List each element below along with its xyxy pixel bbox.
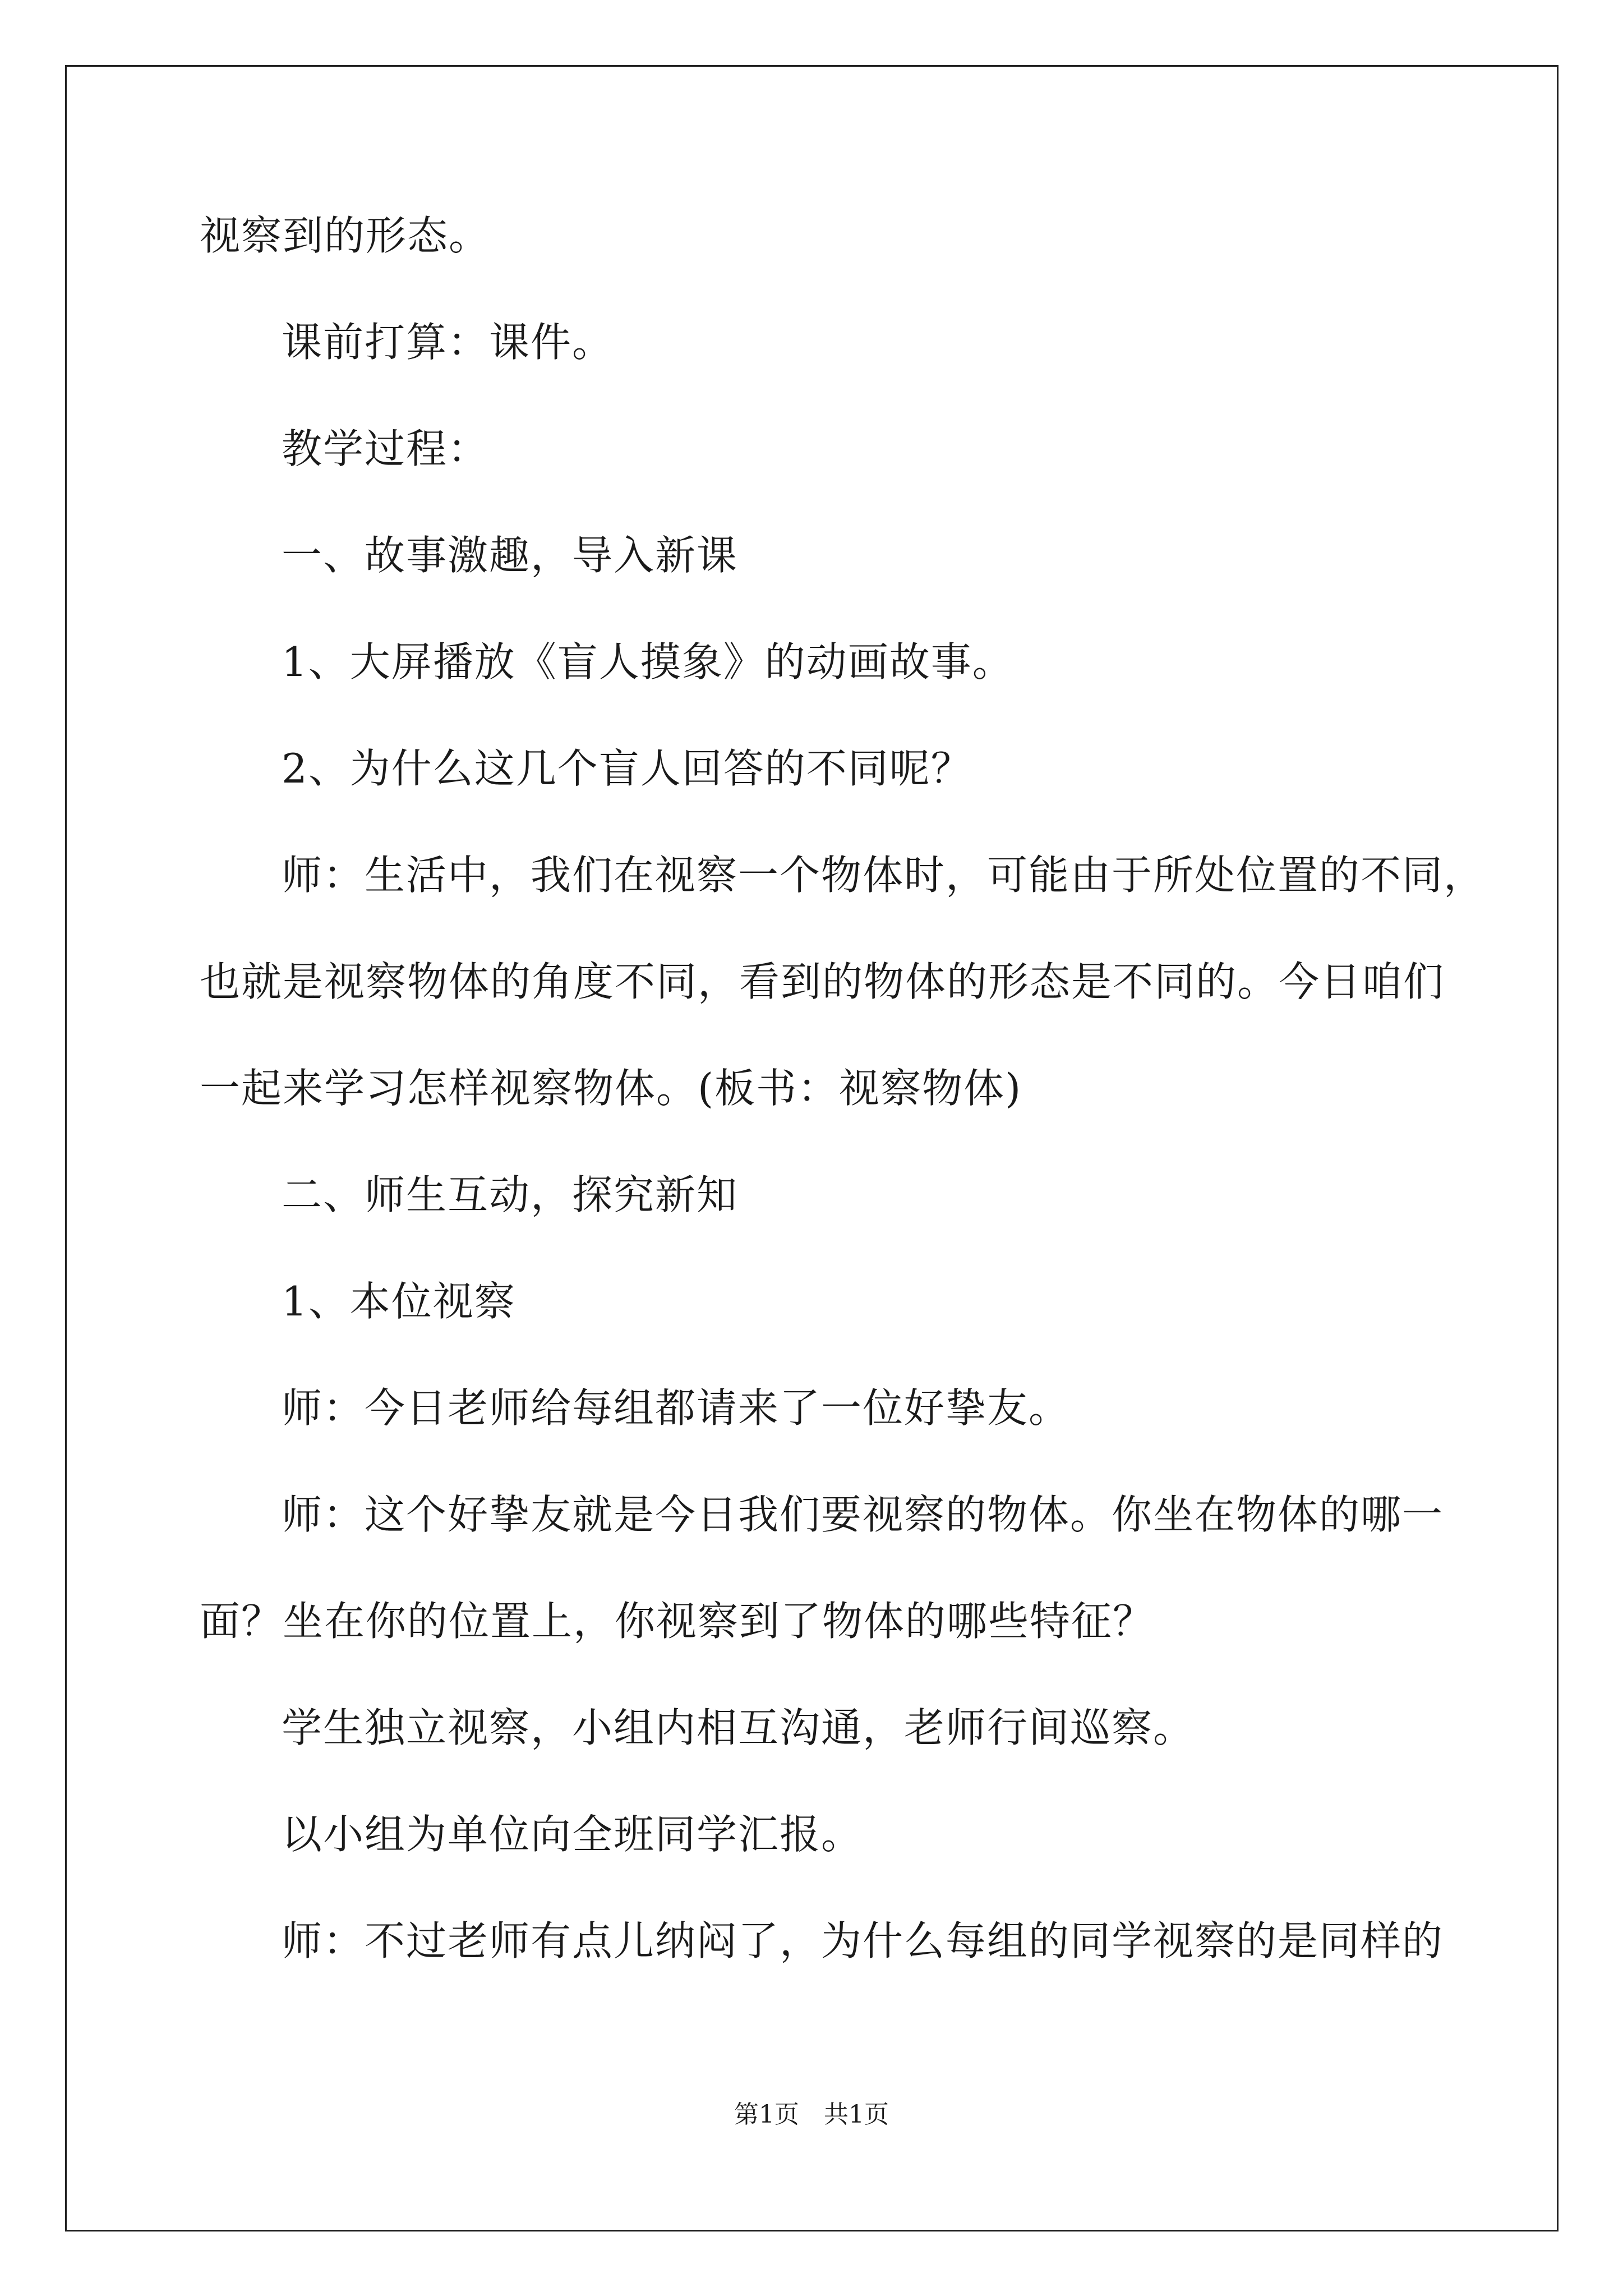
text-line-3: 教学过程： [282,425,490,472]
text-line-12: 师：今日老师给每组都请来了一位好挚友。 [282,1384,1071,1432]
section-heading-2: 二、师生互动，探究新知 [282,1171,739,1218]
text-line-11: 1、本位视察 [282,1278,516,1325]
text-line-8: 也就是视察物体的角度不同，看到的物体的形态是不同的。今日咱们 [200,958,1445,1005]
text-line-5: 1、大屏播放《盲人摸象》的动画故事。 [282,638,1014,685]
text-line-16: 以小组为单位向全班同学汇报。 [282,1811,863,1858]
section-heading-1: 一、故事激趣，导入新课 [282,532,739,579]
page-total: 共1页 [824,2100,889,2129]
page-number: 第1页 [734,2100,799,2129]
text-line-2: 课前打算：课件。 [282,319,614,366]
text-line-17: 师：不过老师有点儿纳闷了，为什么每组的同学视察的是同样的 [282,1917,1444,1964]
text-line-1: 视察到的形态。 [200,212,491,259]
text-line-9: 一起来学习怎样视察物体。(板书：视察物体) [200,1065,1022,1112]
text-line-13: 师：这个好挚友就是今日我们要视察的物体。你坐在物体的哪一 [282,1491,1444,1538]
text-line-6: 2、为什么这几个盲人回答的不同呢？ [282,745,972,792]
page-border [65,65,1559,2231]
text-line-14: 面？坐在你的位置上，你视察到了物体的哪些特征？ [200,1598,1155,1645]
text-line-7: 师：生活中，我们在视察一个物体时，可能由于所处位置的不同， [282,852,1486,899]
text-line-15: 学生独立视察，小组内相互沟通，老师行间巡察。 [282,1704,1195,1751]
page-footer [0,2098,1623,2132]
